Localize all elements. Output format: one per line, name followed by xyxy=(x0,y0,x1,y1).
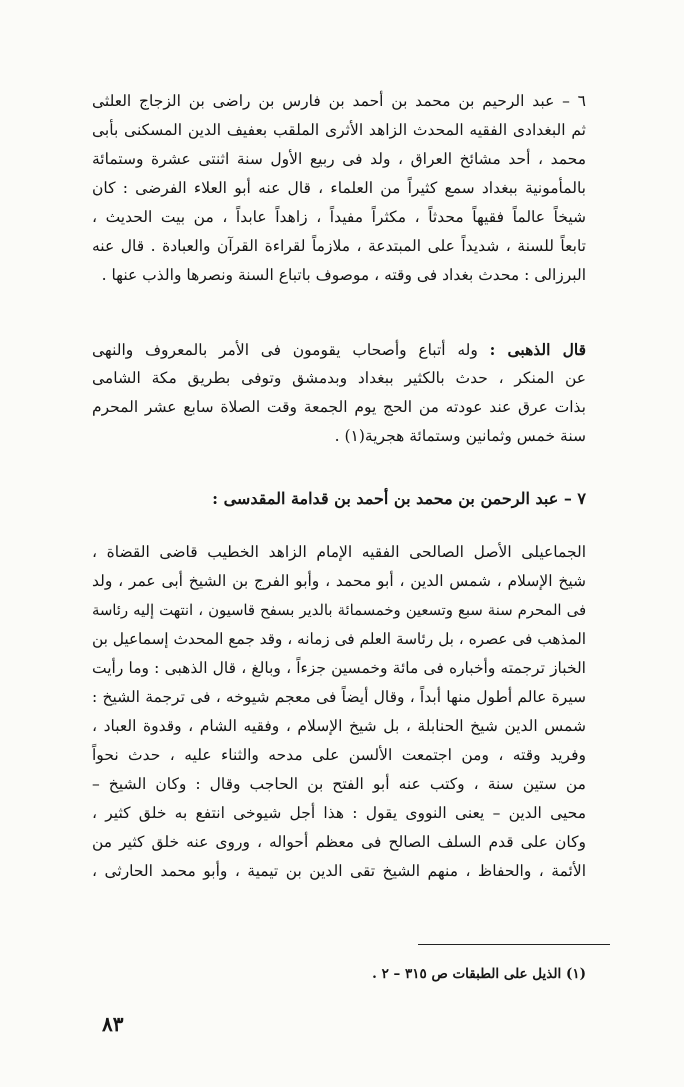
entry-7-heading: ٧ – عبد الرحمن بن محمد بن أحمد بن قدامة المقدسى : xyxy=(212,489,586,508)
entry-7-paragraph xyxy=(92,538,586,886)
text-line: بالمأمونية ببغداد سمع كثيراً من العلماء ، قال عنه أبو العلاء الفرضى : كان xyxy=(92,179,586,197)
text-line: المذهب فى عصره ، بل رئاسة العلم فى زمانه ، وقد جمع المحدث إسماعيل بن xyxy=(92,630,586,648)
text-line: محيى الدين – يعنى النووى يقول : هذا أجل شيوخى انتفع به خلق كثير ، xyxy=(92,804,586,822)
entry-6-paragraph xyxy=(92,87,586,290)
text-line xyxy=(92,335,586,364)
text-line: شيخ الإسلام ، شمس الدين ، أبو محمد ، وأبو الفرج بن الشيخ أبى عمر ، ولد xyxy=(92,572,586,590)
footnote: (١) الذيل على الطبقات ص ٣١٥ – ٢ . xyxy=(372,966,586,982)
text-line: فى المحرم سنة سبع وتسعين وخمسمائة بالدير بسفح قاسيون ، انتهت إليه رئاسة xyxy=(92,602,586,619)
text-line: بذات عرق عند عودته من الحج يوم الجمعة وقت الصلاة سابع عشر المحرم xyxy=(92,398,586,416)
text-line: ٦ – عبد الرحيم بن محمد بن أحمد بن فارس بن راضى بن الزجاج العلثى xyxy=(92,92,586,110)
text-line: شيخاً عالماً فقيهاً محدثاً ، مكثراً مفيداً ، زاهداً عابداً ، من بيت الحديث ، xyxy=(92,208,586,226)
text-line: الخباز ترجمته وأخباره فى مائة وخمسين جزءاً ، وبالغ ، قال الذهبى : وما رأيت xyxy=(92,659,586,677)
text-line: الجماعيلى الأصل الصالحى الفقيه الإمام الزاهد الخطيب قاضى القضاة ، xyxy=(92,543,586,561)
text-line: سنة خمس وثمانين وستمائة هجرية(١) . xyxy=(334,427,586,445)
text-span: وله أتباع وأصحاب يقومون فى الأمر بالمعروف والنهى xyxy=(92,341,478,359)
page-number: ٨٣ xyxy=(102,1012,124,1036)
text-line: عن المنكر ، حدث بالكثير ببغداد وبدمشق وتوفى بطريق مكة الشامى xyxy=(92,369,586,387)
text-line: محمد ، أحد مشائخ العراق ، ولد فى ربيع الأول سنة اثنتى عشرة وستمائة xyxy=(92,150,586,168)
text-line: وفريد وقته ، ومن اجتمعت الألسن على مدحه والثناء عليه ، حدث نحواً xyxy=(92,746,586,764)
text-line: ثم البغدادى الفقيه المحدث الزاهد الأثرى الملقب بعفيف الدين المسكنى بأبى xyxy=(92,121,586,139)
text-line: من ستين سنة ، وكتب عنه أبو الفتح بن الحاجب وقال : وكان الشيخ – xyxy=(92,775,586,793)
paragraph-lead: قال الذهبى : xyxy=(489,340,587,359)
text-line: سيرة عالم أطول منها أبداً ، وقال أيضاً فى معجم شيوخه ، فى ترجمة الشيخ : xyxy=(92,688,586,706)
text-line: شمس الدين شيخ الحنابلة ، بل شيخ الإسلام ، وفقيه الشام ، وقدوة العباد ، xyxy=(92,717,586,735)
dhahabi-paragraph xyxy=(92,335,586,451)
text-line: البرزالى : محدث بغداد فى وقته ، موصوف باتباع السنة ونصرها والذب عنها . xyxy=(101,266,586,284)
text-line: تابعاً للسنة ، شديداً على المبتدعة ، ملازماً لقراءة القرآن والعبادة . قال عنه xyxy=(92,237,586,255)
footnote-divider xyxy=(418,944,610,945)
text-line: وكان على قدم السلف الصالح فى معظم أحواله ، وروى عنه خلق كثير من xyxy=(92,833,586,851)
text-line: الأئمة ، والحفاظ ، منهم الشيخ تقى الدين بن تيمية ، وأبو محمد الحارثى ، xyxy=(92,862,586,880)
